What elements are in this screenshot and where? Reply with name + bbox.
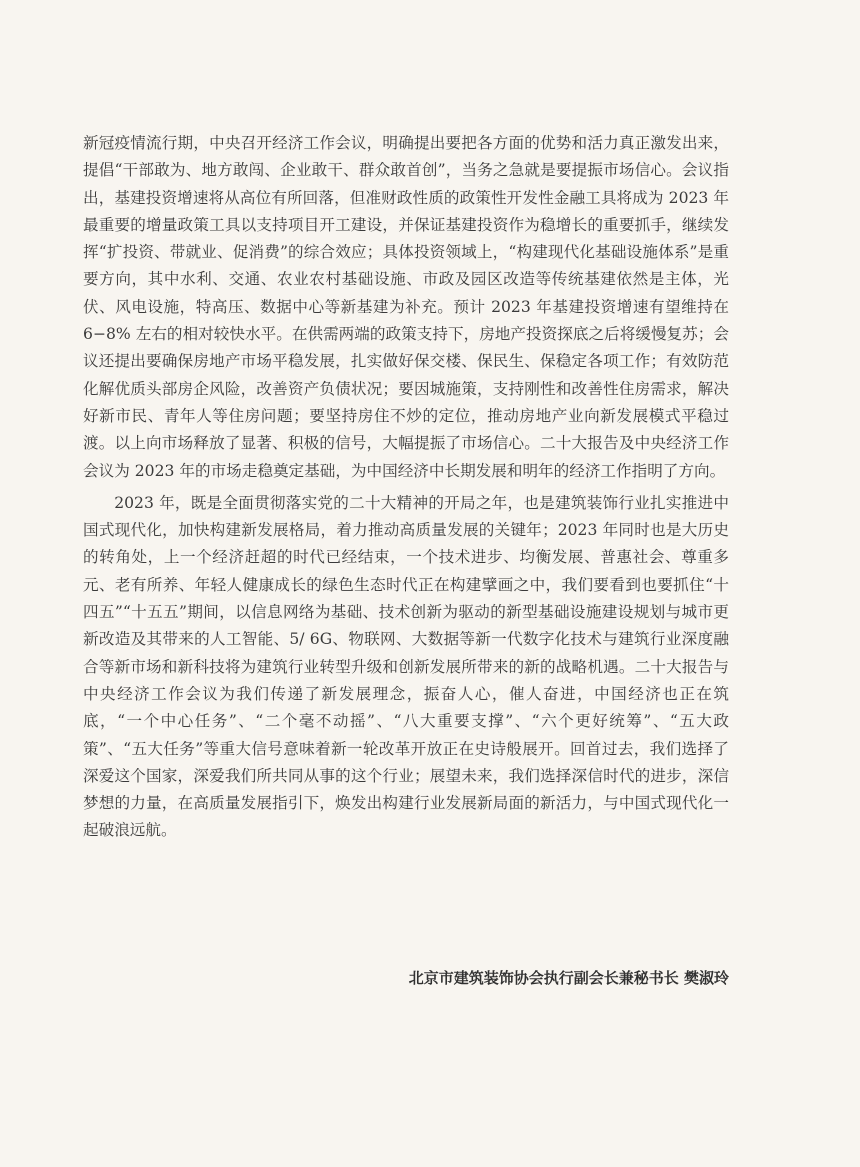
article-paragraph-1: 新冠疫情流行期，中央召开经济工作会议，明确提出要把各方面的优势和活力真正激发出来，提倡“干部敢为、地方敢闯、企业敢干、群众敢首创”，当务之急就是要提振市场信心。会议指出，基建投资增速将从高位有所回落，但准财政性质的政策性开发性金融工具将成为 2023 年最重要的增量政策工具以支持项目开工建设，并保证基建投资作为稳增长的重要抓手，继续发挥“扩投资、带就业、促消费”的综合效应；具体投资领域上，“构建现代化基础设施体系”是重要方向，其中水利、交通、农业农村基础设施、市政及园区改造等传统基建依然是主体，光伏、风电设施，特高压、数据中心等新基建为补充。预计 2023 年基建投资增速有望维持在 6−8% 左右的相对较快水平。在供需两端的政策支持下，房地产投资探底之后将缓慢复苏；会议还提出要确保房地产市场平稳发展，扎实做好保交楼、保民生、保稳定各项工作；有效防范化解优质头部房企风险，改善资产负债状况；要因城施策，支持刚性和改善性住房需求，解决好新市民、青年人等住房问题；要坚持房住不炒的定位，推动房地产业向新发展模式平稳过渡。以上向市场释放了显著、积极的信号，大幅提振了市场信心。二十大报告及中央经济工作会议为 2023 年的市场走稳奠定基础，为中国经济中长期发展和明年的经济工作指明了方向。 — [83, 134, 729, 480]
article-body — [83, 130, 729, 845]
author-signature: 北京市建筑装饰协会执行副会长兼秘书长 樊淑玲 — [408, 969, 729, 987]
article-paragraph-2: 2023 年，既是全面贯彻落实党的二十大精神的开局之年，也是建筑装饰行业扎实推进中国式现代化，加快构建新发展格局，着力推动高质量发展的关键年；2023 年同时也是大历史的转角处，上一个经济赶超的时代已经结束，一个技术进步、均衡发展、普惠社会、尊重多元、老有所养、年轻人健康成长的绿色生态时代正在构建擘画之中，我们要看到也要抓住“十四五”“十五五”期间，以信息网络为基础、技术创新为驱动的新型基础设施建设规划与城市更新改造及其带来的人工智能、5/ 6G、物联网、大数据等新一代数字化技术与建筑行业深度融合等新市场和新科技将为建筑行业转型升级和创新发展所带来的新的战略机遇。二十大报告与中央经济工作会议为我们传递了新发展理念，振奋人心，催人奋进，中国经济也正在筑底，“一个中心任务”、“二个毫不动摇”、“八大重要支撑”、“六个更好统筹”、“五大政策”、“五大任务”等重大信号意味着新一轮改革开放正在史诗般展开。回首过去，我们选择了深爱这个国家，深爱我们所共同从事的这个行业；展望未来，我们选择深信时代的进步，深信梦想的力量，在高质量发展指引下，焕发出构建行业发展新局面的新活力，与中国式现代化一起破浪远航。 — [83, 493, 729, 840]
